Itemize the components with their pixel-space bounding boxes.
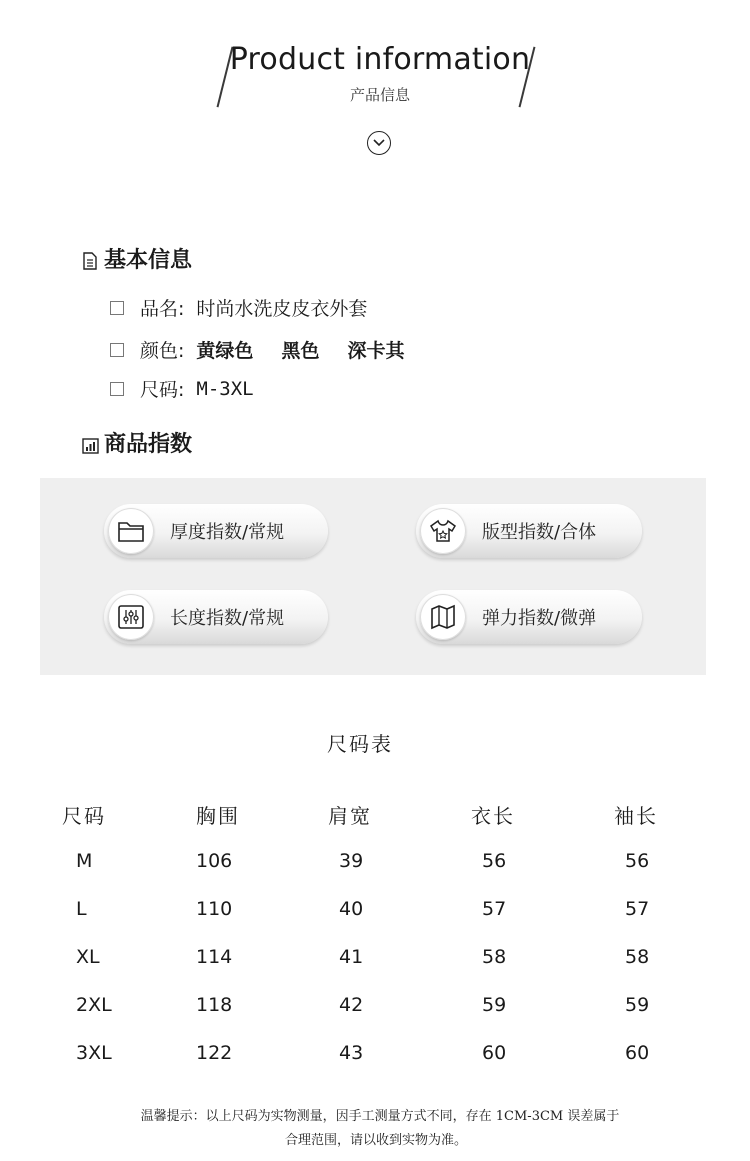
length-cell: 60 xyxy=(482,1042,507,1064)
sleeve-cell: 60 xyxy=(625,1042,650,1064)
section-product-index xyxy=(82,427,192,458)
shoulder-cell: 43 xyxy=(339,1042,364,1064)
size-cell: 3XL xyxy=(76,1042,112,1064)
section-basic-info xyxy=(82,243,192,274)
chest-cell: 110 xyxy=(196,898,233,920)
section-product-index-title: 商品指数 xyxy=(104,432,193,457)
chest-cell: 122 xyxy=(196,1042,233,1064)
length-cell: 58 xyxy=(482,946,507,968)
measurement-note-line1: 温馨提示：以上尺码为实物测量，因手工测量方式不同，存在 1CM-3CM 误差属于 xyxy=(140,1109,620,1124)
index-item-label: 厚度指数/常规 xyxy=(170,522,285,543)
info-row-name xyxy=(110,294,367,321)
size-cell: XL xyxy=(76,946,100,968)
shoulder-cell: 42 xyxy=(339,994,364,1016)
size-cell: 2XL xyxy=(76,994,112,1016)
sliders-icon xyxy=(108,594,154,640)
size-label: 尺码: xyxy=(140,379,185,401)
shirt-icon xyxy=(420,508,466,554)
chest-cell: 118 xyxy=(196,994,233,1016)
sleeve-cell: 57 xyxy=(625,898,650,920)
chest-cell: 114 xyxy=(196,946,233,968)
measurement-note-line2: 合理范围，请以收到实物为准。 xyxy=(284,1133,467,1148)
length-cell: 59 xyxy=(482,994,507,1016)
sleeve-cell: 59 xyxy=(625,994,650,1016)
size-cell: L xyxy=(76,898,87,920)
size-table-header: 胸围 xyxy=(196,804,240,828)
info-row-color xyxy=(110,336,427,363)
length-cell: 57 xyxy=(482,898,507,920)
index-item-length xyxy=(104,590,328,644)
shoulder-cell: 39 xyxy=(339,850,364,872)
index-item-elasticity xyxy=(416,590,642,644)
name-value: 时尚水洗皮皮衣外套 xyxy=(196,298,368,320)
shoulder-cell: 40 xyxy=(339,898,364,920)
length-cell: 56 xyxy=(482,850,507,872)
checkbox-icon xyxy=(110,343,124,357)
name-label: 品名: xyxy=(140,298,185,320)
chevron-down-icon xyxy=(367,131,391,155)
bar-chart-icon xyxy=(82,435,98,451)
info-row-size xyxy=(110,375,254,402)
index-item-thickness xyxy=(104,504,328,558)
color-value: 黄绿色 xyxy=(196,340,254,362)
index-panel xyxy=(40,478,706,675)
map-icon xyxy=(420,594,466,640)
color-values xyxy=(196,336,426,363)
chest-cell: 106 xyxy=(196,850,233,872)
title-chinese: 产品信息 xyxy=(349,86,410,104)
color-value: 深卡其 xyxy=(347,340,405,362)
shoulder-cell: 41 xyxy=(339,946,364,968)
size-table-header: 肩宽 xyxy=(328,804,372,828)
section-basic-info-title: 基本信息 xyxy=(104,248,193,273)
document-icon xyxy=(82,251,98,267)
size-table-header: 尺码 xyxy=(62,804,106,828)
size-value: M-3XL xyxy=(196,377,254,400)
index-item-label: 版型指数/合体 xyxy=(482,522,597,543)
checkbox-icon xyxy=(110,382,124,396)
sleeve-cell: 56 xyxy=(625,850,650,872)
title-english: Product information xyxy=(229,42,531,77)
size-table-header: 衣长 xyxy=(471,804,515,828)
sleeve-cell: 58 xyxy=(625,946,650,968)
index-item-label: 长度指数/常规 xyxy=(170,608,285,629)
checkbox-icon xyxy=(110,301,124,315)
index-item-fit xyxy=(416,504,642,558)
color-label: 颜色: xyxy=(140,340,185,362)
size-table-title: 尺码表 xyxy=(327,732,393,756)
size-cell: M xyxy=(76,850,93,872)
folder-icon xyxy=(108,508,154,554)
index-item-label: 弹力指数/微弹 xyxy=(482,608,597,629)
color-value: 黑色 xyxy=(281,340,320,362)
size-table-header: 袖长 xyxy=(614,804,658,828)
